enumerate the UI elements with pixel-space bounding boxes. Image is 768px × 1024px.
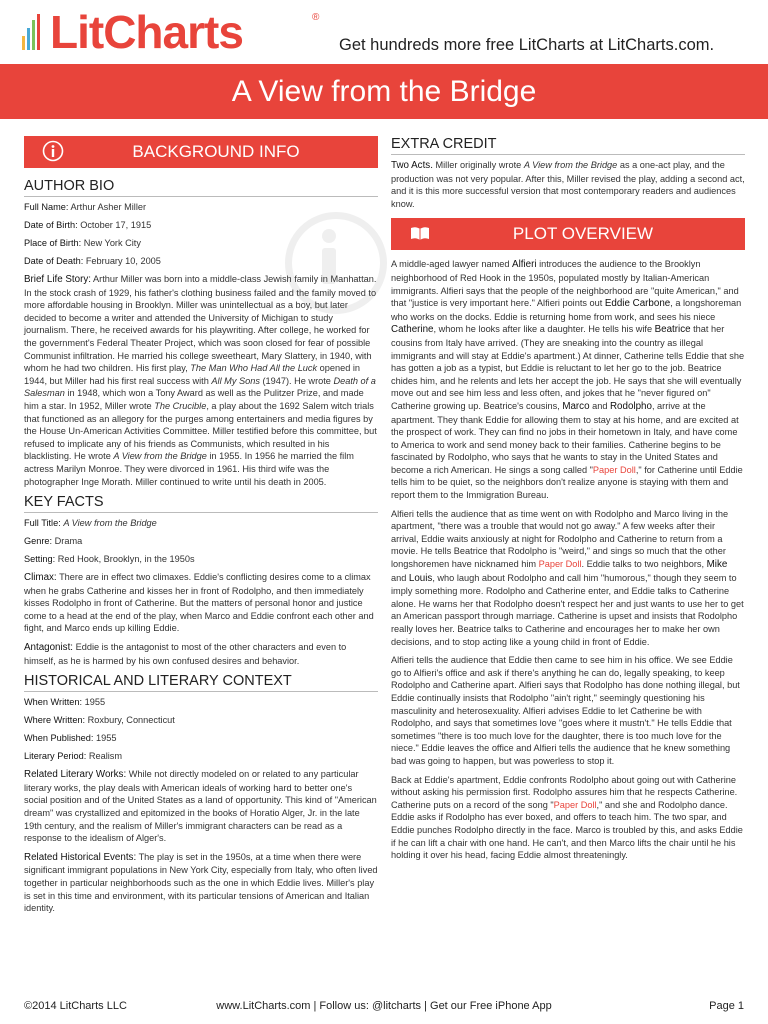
plot-title: PLOT OVERVIEW [512,224,654,244]
when-written-row: When Written: 1955 [24,697,106,708]
trademark: ® [312,12,320,23]
when-published-row: When Published: 1955 [24,733,117,744]
dob-row: Date of Birth: October 17, 1915 [24,220,152,230]
site-header [0,0,768,64]
page-title: A View from the Bridge [231,75,537,108]
logo-bars-icon [22,14,44,50]
literary-period-row: Literary Period: Realism [24,751,123,762]
plot-overview-header [391,218,745,250]
pob-row: Place of Birth: New York City [24,238,141,248]
extra-credit-heading: EXTRA CREDIT [391,136,745,155]
life-story: Brief Life Story: Arthur Miller was born into a middle-class Jewish family in Manhattan. In the stock crash of 1929, his father's clothing business failed and the family moved to more affordable housing in Brooklyn. Miller was unintellectual as a boy, but later decided to become a writer and attended the University of Michigan to study journalism. There, he received awards for his playwriting. After college, he worked for the government's Federal Theater Project, which was soon closed for fear of possible Communist infiltration. He married his college sweetheart, Mary Slattery, in 1940, with whom he had two children. His first play, The Man Who Had All the Luck opened in 1944, but Miller had his first real success with All My Sons (1947). He wrote Death of a Salesman in 1948, which won a Tony Award as well as the Pulitzer Prize, and made him a star. In 1952, Miller wrote The Crucible, a play about the 1692 Salem witch trials that functioned as an allegory for the purges among entertainers and media figures by the House Un-American Activities Committee. Miller testified before this committee, but refused to implicate any of his friends as Communists, which resulted in his blacklisting. He wrote A View from the Bridge in 1955. In 1956 he married the film actress Marilyn Monroe. They were divorced in 1961. His third wife was the photographer Inge Morath. Miller continued to write until his death in 2005. [24,274,377,487]
section-title: BACKGROUND INFO [132,142,300,161]
setting-row: Setting: Red Hook, Brooklyn, in the 1950s [24,554,195,565]
page-number: Page 1 [709,1000,744,1012]
context-heading: HISTORICAL AND LITERARY CONTEXT [24,673,378,692]
related-works: Related Literary Works: While not directly modeled on or related to any particular literary works, the play deals with American ideals of working hard to better one's social position and of the United States as a land of opportunity. This kind of "American dream" was crystallized and epitomized in the books of Horatio Alger, Jr. in the late 19th century, and the realism of Miller's immigrant characters can be read as a response to the idealism of Alger's. [24,769,377,844]
footer-links[interactable]: www.LitCharts.com | Follow us: @litcharts | Get our Free iPhone App [216,1000,552,1012]
climax: Climax: There are in effect two climaxes. Eddie's conflicting desires come to a climax when he grabs Catherine and kisses her in front of Rodolpho, and then immediately kisses Rodolpho in front of Catherine. But the matters of personal honor and justice come to a head at the end of the play, when Marco and Eddie confront each other and fight, and Marco ends up killing Eddie. [24,572,374,634]
tagline[interactable]: Get hundreds more free LitCharts at LitCharts.com. [339,36,715,54]
page-footer [0,1000,768,1020]
plot-paragraph-2: Alfieri tells the audience that as time went on with Rodolpho and Marco living in the apartment, "there was a trouble that would not go away." A few weeks after their arrival, Eddie waits anxiously at night for Rodolpho and Catherine to return from a movie. He tells Beatrice that Rodolpho is "weird," and sings so much that the other longshoremen have nicknamed him Paper Doll. Eddie talks to two neighbors, Mike and Louis, who laugh about Rodolpho and call him "humorous," though they seem to imply something more. Rodolpho and Catherine enter, and Eddie talks to Catherine alone. He warns her that Rodolpho doesn't respect her and just wants to use her to get an American passport through marriage. Catherine is upset and insists that Rodolpho really loves her. Beatrice talks to Catherine and encourages her to make her own decisions, and to stop acting like a young child in front of Eddie. [391,508,744,647]
key-facts-heading: KEY FACTS [24,494,378,513]
related-events: Related Historical Events: The play is set in the 1950s, at a time when there were significant immigrant populations in New York City, especially from Italy, who often lived together in particular neighborhoods such as the one in which Eddie lives. Miller's play is set in this time and environment, with its particular tensions of American and Italian identity. [24,851,378,914]
extra-credit-text: Two Acts. Miller originally wrote A View from the Bridge as a one-act play, and the production was not very popular. After this, Miller revised the play, adding a second act, and it is this more successful version that most contemporary readers and audiences know. [391,160,745,209]
plot-paragraph-3: Alfieri tells the audience that Eddie then came to see him in his office. We see Eddie go to Alfieri's office and ask if there's anything he can do, legally speaking, to keep Rodolpho and Catherine apart. Alfieri says that Rodolpho has done nothing illegal, but Eddie continually insists that Rodolpho "ain't right," seemingly questioning his masculinity and heterosexuality. Alfieri advises Eddie to let Catherine be with Rodolpho, and says that sometimes love "goes where it mustn't." He tells Eddie that sometimes "there is too much love for the daughter, there is too much love for the niece." Eddie leaves the office and Alfieri tells the audience that he knew something bad was going to happen, but was powerless to stop it. [391,655,740,766]
genre-row: Genre: Drama [24,536,83,547]
where-written-row: Where Written: Roxbury, Connecticut [24,715,175,726]
full-title-row: Full Title: A View from the Bridge [24,518,157,529]
plot-column [391,136,745,868]
author-bio-heading: AUTHOR BIO [24,178,378,197]
logo[interactable]: LitCharts [50,6,243,58]
background-info-header [24,136,378,168]
dod-row: Date of Death: February 10, 2005 [24,256,161,266]
plot-paragraph-1: A middle-aged lawyer named Alfieri introduces the audience to the Brooklyn neighborhood of Red Hook in the 1950s, populated mostly by Italian-American immigrants. Alfieri says that the people of the neighborhood are "quite American," and that "justice is very important here." Alfieri points out Eddie Carbone, a longshoreman who works on the docks. Eddie is returning home from work, and sees his niece Catherine, whom he looks after like a daughter. He tells his wife Beatrice that her cousins from Italy have arrived. (They are sneaking into the country as illegal immigrants and will stay at Eddie's apartment.) At dinner, Catherine tells Eddie that she has gotten a job as a typist, but Eddie is reluctant to let her go to the job. Beatrice chides him, and he relents and lets her accept the job. He says that she will eventually move out and see him less and less often, and jokes that he "never figured on" Catherine growing up. Beatrice's cousins, Marco and Rodolpho, arrive at the apartment. They thank Eddie for allowing them to stay at his home, and are excited at the prospect of work. They can find no jobs in their hometown in Italy, and have come to America to work and send money back to their families. Catherine begins to be fascinated by Rodolpho, who says that he wants to stay in the United States and become a rich American. He sings a song called "Paper Doll," for Catherine until Eddie tells him to be quiet, so the neighbors don't realize anyone is staying with them and report them to the Immigration Bureau. [391,259,745,501]
antagonist: Antagonist: Eddie is the antagonist to most of the other characters and even to himself, as he is harmed by his own confused desires and behavior. [24,642,347,666]
plot-paragraph-4: Back at Eddie's apartment, Eddie confronts Rodolpho about going out with Catherine without asking his permission first. Rodolpho assures him that he respects Catherine. Catherine puts on a record of the song "Paper Doll," and she and Rodolpho dance. Eddie asks if Rodolpho has ever boxed, and offers to teach him. The two spar, and Eddie punches Rodolpho directly in the face. Marco is troubled by this, and asks Eddie if he can lift a chair with one hand. He can't, and then Marco lifts the chair until he his holding it over his head, facing Eddie almost threateningly. [391,774,743,861]
copyright: ©2014 LitCharts LLC [24,1000,127,1012]
background-column [24,136,378,921]
full-name-row: Full Name: Arthur Asher Miller [24,202,147,212]
title-bar [0,64,768,119]
